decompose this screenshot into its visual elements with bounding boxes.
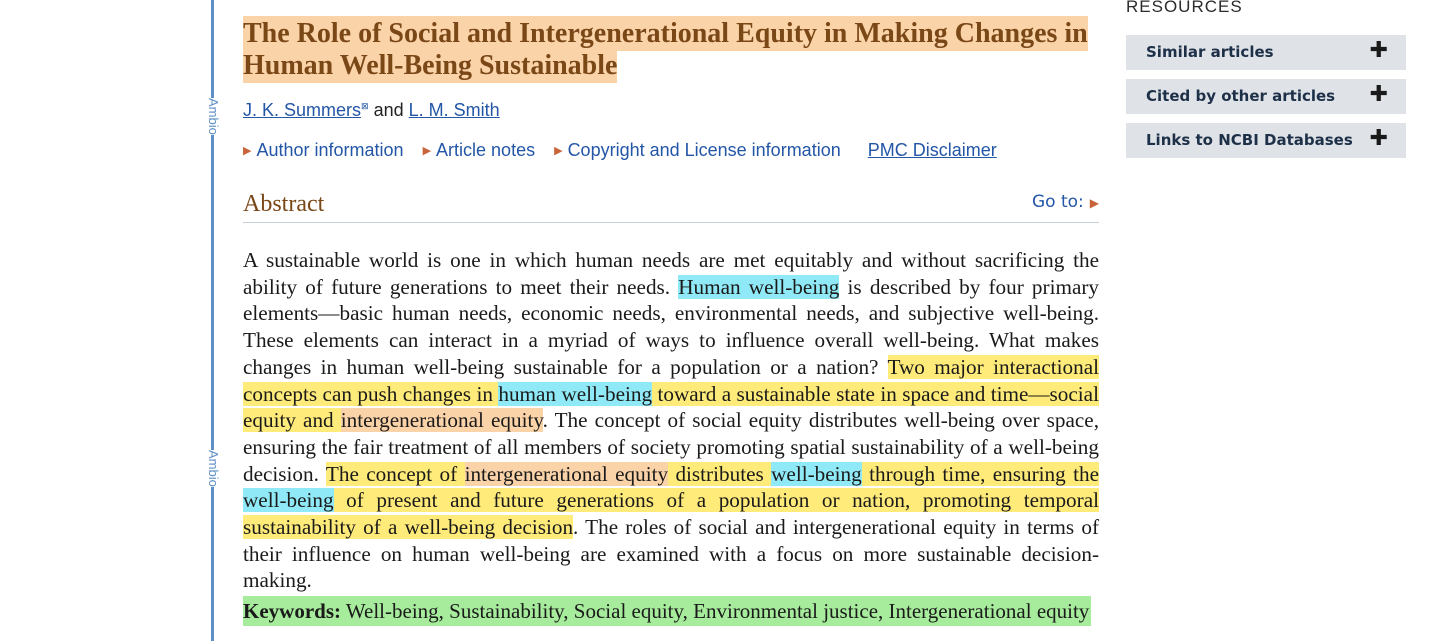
triangle-right-icon: ▶ <box>554 145 563 157</box>
author-list <box>243 100 500 121</box>
triangle-right-icon: ▶ <box>1089 196 1099 210</box>
keywords-line <box>243 596 1091 626</box>
plus-icon: ✚ <box>1369 38 1388 63</box>
article-meta-links <box>243 140 997 161</box>
highlight-yellow: through time, ensuring the <box>861 461 1100 486</box>
highlight-cyan: well-being <box>771 461 862 486</box>
highlight-yellow: The concept of <box>325 461 465 486</box>
ncbi-links-accordion[interactable]: Links to NCBI Databases ✚ <box>1126 123 1406 158</box>
abstract-header <box>243 190 1099 223</box>
highlight-cyan: human well-being <box>498 381 653 406</box>
keywords-value: Well-being, Sustainability, Social equity, Environmental justice, Intergenerational equity <box>345 599 1090 623</box>
journal-tag-top: Ambio <box>203 98 223 135</box>
highlight-yellow: toward a sustainable state in space and time—social equity and <box>243 381 1099 433</box>
abstract-text: A sustainable world is one in which human needs are met equitably and without sacrificing the ability of future generations to meet their needs. Human well-being is described by four primary elements—basic human needs, economic needs, environmental needs, and subjective well-being. These elements can interact in a myriad of ways to influence overall well-being. What makes changes in human well-being sustainable for a population or a nation? Two major interactional concepts can push changes in human well-being toward a sustainable state in space and time—social equity and intergenerational equity. The concept of social equity distributes well-being over space, ensuring the fair treatment of all members of society promoting spatial sustainability of a well-being decision. The concept of intergenerational equity distributes well-being through time, ensuring the well-being of present and future generations of a population or nation, promoting temporal sustainability of a well-being decision. The roles of social and intergenerational equity in terms of their influence on human well-being are examined with a focus on more sustainable decision-making. <box>243 248 1100 593</box>
triangle-right-icon: ▶ <box>243 145 252 157</box>
highlight-cyan: Human well-being <box>678 274 840 299</box>
highlight-orange: intergenerational equity <box>340 408 543 433</box>
email-icon[interactable]: ⊠ <box>361 101 369 111</box>
copyright-info-toggle[interactable]: ▶ Copyright and License information <box>554 140 841 160</box>
highlight-yellow: of present and future generations of a population or nation, promoting temporal sustainability of a well-being decision <box>243 488 1099 540</box>
article-title: The Role of Social and Intergenerational Equity in Making Changes in Human Well-Being Sustainable <box>243 18 1088 81</box>
resources-sidebar <box>1126 0 1406 151</box>
article-main <box>243 18 1100 623</box>
author-link-smith[interactable]: L. M. Smith <box>408 100 500 120</box>
pmc-disclaimer-link[interactable]: PMC Disclaimer <box>867 140 997 160</box>
journal-side-bar <box>211 0 214 641</box>
author-link-summers[interactable]: J. K. Summers <box>243 100 362 120</box>
article-notes-toggle[interactable]: ▶ Article notes <box>422 140 536 160</box>
keywords-label: Keywords: <box>243 599 341 623</box>
plus-icon: ✚ <box>1369 126 1388 151</box>
abstract-heading: Abstract <box>243 191 325 217</box>
cited-by-accordion[interactable]: Cited by other articles ✚ <box>1126 79 1406 114</box>
author-joiner: and <box>373 100 404 120</box>
highlight-cyan: well-being <box>243 488 334 513</box>
similar-articles-accordion[interactable]: Similar articles ✚ <box>1126 35 1406 70</box>
highlight-yellow: distributes <box>668 461 772 486</box>
resources-title: RESOURCES <box>1126 0 1243 16</box>
plus-icon: ✚ <box>1369 82 1388 107</box>
goto-menu[interactable]: Go to: ▶ <box>1031 192 1099 212</box>
journal-tag-bottom: Ambio <box>203 450 223 487</box>
highlight-yellow: Two major interactional concepts can push changes in <box>243 354 1099 406</box>
highlight-orange: intergenerational equity <box>464 461 669 486</box>
author-information-toggle[interactable]: ▶ Author information <box>243 140 404 160</box>
triangle-right-icon: ▶ <box>422 145 432 157</box>
